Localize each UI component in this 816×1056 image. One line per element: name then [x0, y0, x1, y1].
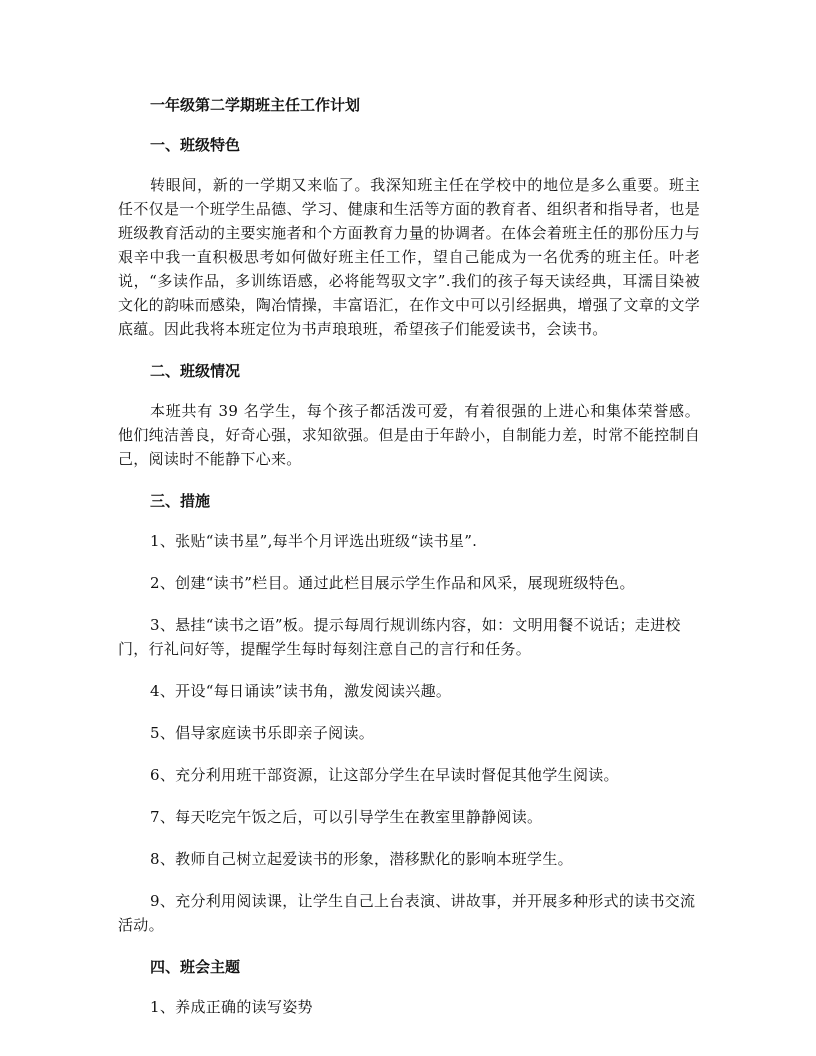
- measure-item: 7、每天吃完午饭之后，可以引导学生在教室里静静阅读。: [150, 808, 543, 826]
- section-paragraph-class-features: 转眼间，新的一学期又来临了。我深知班主任在学校中的地位是多么重要。班主任不仅是一个班学生品德、学习、健康和生活等方面的教育者、组织者和指导者，也是班级教育活动的主要实施者和个方面教育力量的协调者。在体会着班主任的那份压力与艰辛中我一直积极思考如何做好班主任工作，望自己能成为一名优秀的班主任。叶老说，“多读作品，多训练语感，必将能驾驭文字”.我们的孩子每天读经典，耳濡目染被文化的韵味而感染，陶冶情操，丰富语汇，在作文中可以引经据典，增强了文章的文学底蕴。因此我将本班定位为书声琅琅班，希望孩子们能爱读书，会读书。: [118, 176, 700, 338]
- meeting-theme-item: 1、养成正确的读写姿势: [150, 998, 313, 1016]
- measure-item: 3、悬挂“读书之语”板。提示每周行规训练内容，如：文明用餐不说话；走进校门，行礼问好等，提醒学生每时每刻注意自己的言行和任务。: [118, 616, 681, 658]
- measure-item: 1、张贴“读书星”,每半个月评选出班级“读书星”.: [150, 532, 478, 550]
- measure-item: 9、充分利用阅读课，让学生自己上台表演、讲故事，并开展多种形式的读书交流活动。: [118, 892, 696, 934]
- measure-item: 6、充分利用班干部资源，让这部分学生在早读时督促其他学生阅读。: [150, 766, 619, 784]
- document-page: [118, 93, 700, 1037]
- section-heading-class-situation: 二、班级情况: [150, 362, 241, 380]
- document-title: 一年级第二学期班主任工作计划: [150, 96, 361, 114]
- section-heading-class-features: 一、班级特色: [150, 136, 241, 154]
- section-heading-class-meeting-themes: 四、班会主题: [150, 958, 241, 976]
- measure-item: 4、开设“每日诵读”读书角，激发阅读兴趣。: [150, 682, 452, 700]
- measure-item: 8、教师自己树立起爱读书的形象，潜移默化的影响本班学生。: [150, 850, 573, 868]
- section-paragraph-class-situation: 本班共有 39 名学生，每个孩子都活泼可爱，有着很强的上进心和集体荣誉感。他们纯洁善良，好奇心强，求知欲强。但是由于年龄小，自制能力差，时常不能控制自己，阅读时不能静下心来。: [118, 402, 700, 468]
- measure-item: 2、创建“读书”栏目。通过此栏目展示学生作品和风采，展现班级特色。: [150, 574, 635, 592]
- section-heading-measures: 三、措施: [150, 492, 211, 510]
- measure-item: 5、倡导家庭读书乐即亲子阅读。: [150, 724, 375, 742]
